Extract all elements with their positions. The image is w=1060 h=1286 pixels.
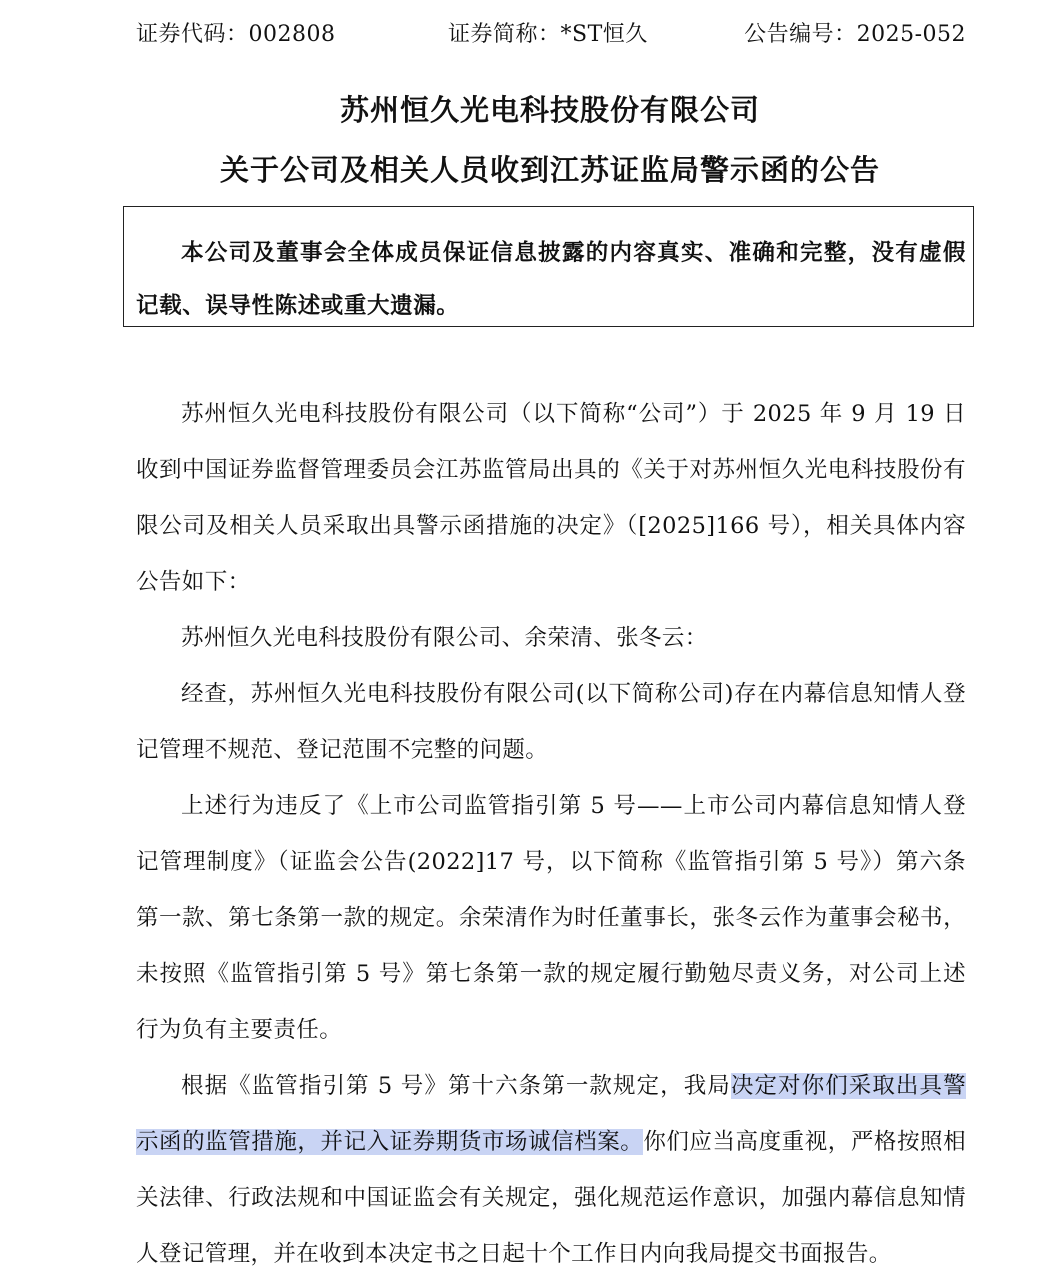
disclosure-notice-text: 本公司及董事会全体成员保证信息披露的内容真实、准确和完整，没有虚假记载、误导性陈述或重大遗漏。 — [136, 240, 966, 319]
announcement-number: 公告编号：2025-052 — [744, 22, 966, 47]
announcement-title: 关于公司及相关人员收到江苏证监局警示函的公告 — [219, 153, 880, 187]
decision-text-lead: 根据《监管指引第 5 号》第十六条第一款规定，我局 — [181, 1073, 731, 1099]
security-abbreviation: 证券简称：*ST恒久 — [448, 22, 648, 47]
paragraph-findings: 经查，苏州恒久光电科技股份有限公司(以下简称公司)存在内幕信息知情人登记管理不规范、登记范围不完整的问题。 — [136, 681, 966, 763]
disclosure-notice-box — [123, 206, 974, 327]
paragraph-addressees: 苏州恒久光电科技股份有限公司、余荣清、张冬云： — [181, 625, 708, 651]
security-code: 证券代码：002808 — [136, 22, 336, 47]
paragraph-violations: 上述行为违反了《上市公司监管指引第 5 号——上市公司内幕信息知情人登记管理制度》（证监会公告(2022]17 号，以下简称《监管指引第 5 号》）第六条第一款、第七条第一款的规定。余荣清作为时任董事长，张冬云作为董事会秘书，未按照《监管指引第 5 号》第七条第一款的规定履行勤勉尽责义务，对公司上述行为负有主要责任。 — [136, 793, 966, 1043]
announcement-header — [136, 18, 966, 52]
highlighted-decision-text[interactable]: 决定对你们采取出具警示函的监管措施，并记入证券期货市场诚信档案。 — [136, 1073, 966, 1155]
paragraph-decision — [136, 1058, 966, 1282]
company-title: 苏州恒久光电科技股份有限公司 — [339, 93, 760, 127]
paragraph-intro: 苏州恒久光电科技股份有限公司（以下简称“公司”）于 2025 年 9 月 19 日收到中国证券监督管理委员会江苏监管局出具的《关于对苏州恒久光电科技股份有限公司及相关人员采取出具警示函措施的决定》（[2025]166 号），相关具体内容公告如下： — [136, 401, 966, 595]
decision-text-tail: 你们应当高度重视，严格按照相关法律、行政法规和中国证监会有关规定，强化规范运作意识，加强内幕信息知情人登记管理，并在收到本决定书之日起十个工作日内向我局提交书面报告。 — [136, 1129, 966, 1267]
